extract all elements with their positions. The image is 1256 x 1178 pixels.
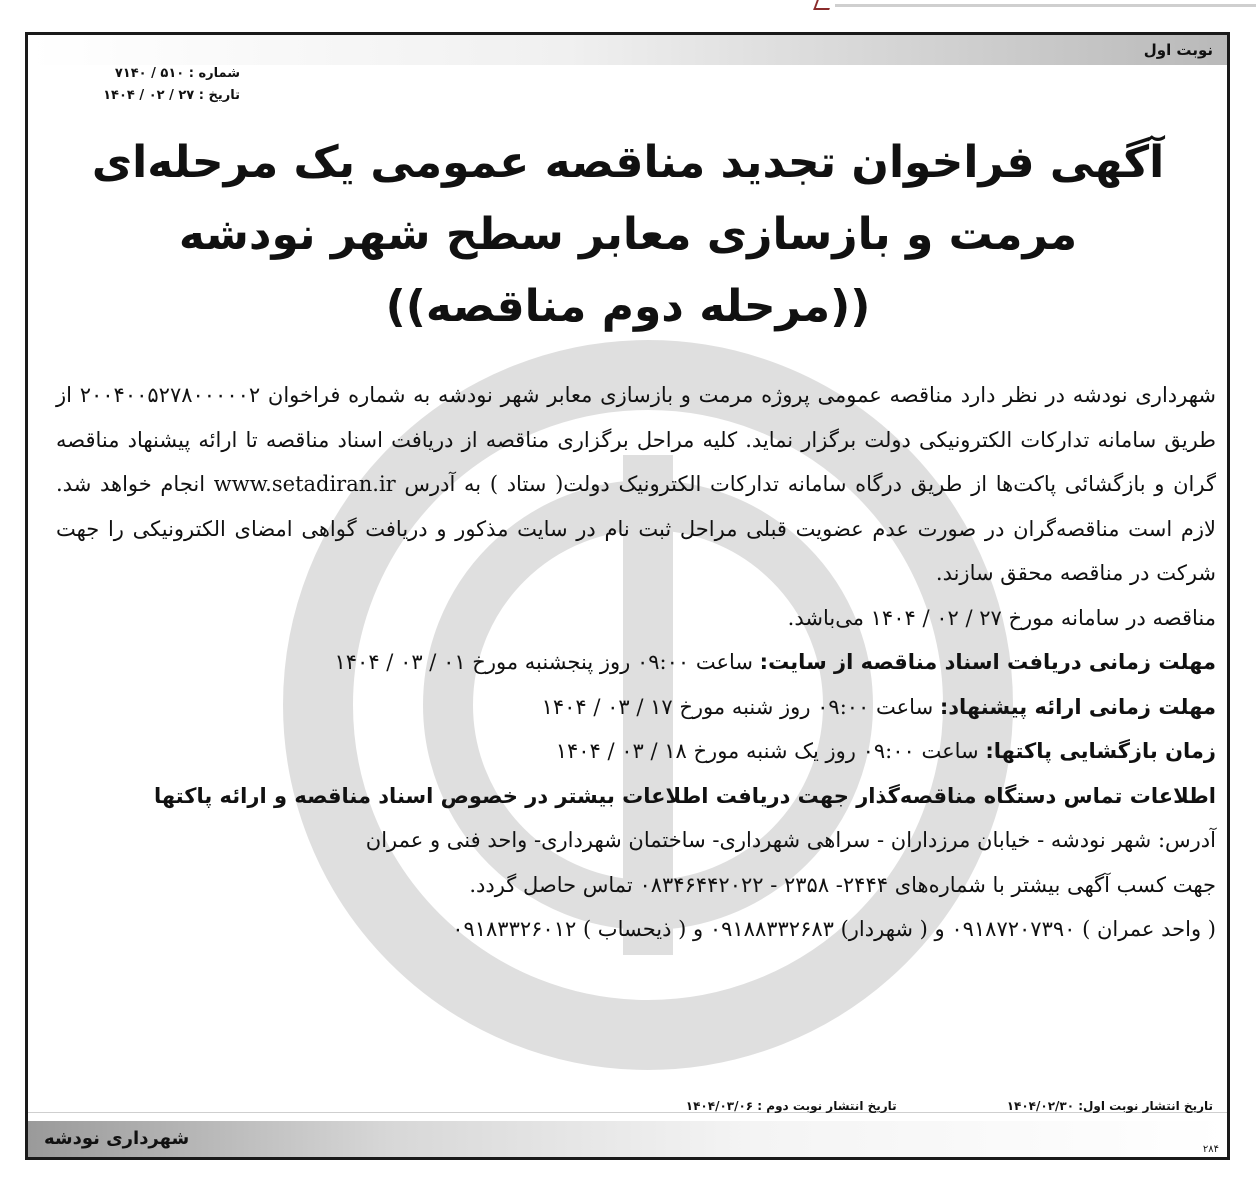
top-divider (835, 4, 1256, 7)
title-line-3: ((مرحله دوم مناقصه)) (385, 281, 871, 332)
paragraph-main (56, 373, 1216, 596)
paragraph-main-part1: شهرداری نودشه در نظر دارد مناقصه عمومی پروژه مرمت و بازسازی معابر شهر نودشه به شماره فراخوان ۲۰۰۴۰۰۵۲۷۸۰۰۰۰۰۲ از طریق سامانه تدارکات الکترونیکی دولت برگزار نماید. کلیه مراحل برگزاری مناقصه از دریافت اسناد مناقصه تا ارائه پیشنهاد مناقصه گران و بازگشائی پاکت‌ها از طریق درگاه سامانه تدارکات الکترونیک دولت( ستاد ) به آدرس (56, 383, 1216, 496)
opening-label: زمان بازگشایی پاکتها: (985, 739, 1216, 763)
notice-title (48, 127, 1208, 343)
notice-date: تاریخ : ۲۷ / ۰۲ / ۱۴۰۴ (103, 88, 240, 103)
notice-meta (50, 63, 240, 107)
first-publish-date: تاریخ انتشار نوبت اول: ۱۴۰۴/۰۲/۳۰ (1006, 1099, 1213, 1113)
notice-body (56, 373, 1216, 952)
footer-band (28, 1121, 1227, 1157)
top-strip (0, 0, 1256, 20)
contact-heading-text: اطلاعات تماس دستگاه مناقصه‌گذار جهت دریافت اطلاعات بیشتر در خصوص اسناد مناقصه و ارائه پاکتها (153, 783, 1216, 808)
deadline-docs (56, 640, 1216, 685)
contact-heading (56, 774, 1216, 819)
deadline-offer (56, 685, 1216, 730)
notice-number: شماره : ۵۱۰ / ۷۱۴۰ (114, 66, 240, 81)
contact-address: آدرس: شهر نودشه - خیابان مرزداران - سراهی شهرداری- ساختمان شهرداری- واحد فنی و عمران (365, 828, 1216, 852)
deadline-docs-label: مهلت زمانی دریافت اسناد مناقصه از سایت: (759, 650, 1216, 674)
contact-mobiles: ( واحد عمران ) ۰۹۱۸۷۲۰۷۳۹۰ و ( شهردار) ۰۹۱۸۸۳۳۲۶۸۳ و ( ذیحساب ) ۰۹۱۸۳۳۲۶۰۱۲ (452, 917, 1216, 941)
notice-frame (25, 32, 1230, 1160)
contact-phones: جهت کسب آگهی بیشتر با شماره‌های ۲۴۴۴- ۲۳۵۸ - ۰۸۳۴۶۴۴۲۰۲۲ تماس حاصل گردد. (469, 872, 1216, 897)
title-line-2: مرمت و بازسازی معابر سطح شهر نودشه (178, 209, 1078, 260)
publish-dates (43, 1099, 1213, 1113)
second-publish-date: تاریخ انتشار نوبت دوم : ۱۴۰۴/۰۳/۰۶ (685, 1099, 897, 1113)
deadline-offer-value: ساعت ۰۹:۰۰ روز شنبه مورخ ۱۷ / ۰۳ / ۱۴۰۴ (541, 694, 934, 719)
paragraph-main-part2: انجام خواهد شد. لازم است مناقصه‌گران در صورت عدم عضویت قبلی مراحل ثبت نام در سایت مذکور و دریافت گواهی امضای الکترونیکی را جهت شرکت در مناقصه محقق سازند. (56, 472, 1216, 585)
deadline-offer-label: مهلت زمانی ارائه پیشنهاد: (939, 694, 1216, 719)
website-link[interactable]: www.setadiran.ir (213, 472, 396, 496)
opening-time (56, 729, 1216, 774)
municipality-name: شهرداری نودشه (44, 1128, 190, 1149)
opening-value: ساعت ۰۹:۰۰ روز یک شنبه مورخ ۱۸ / ۰۳ / ۱۴۰۴ (555, 739, 979, 763)
page-code: ۲۸۴ (1202, 1144, 1219, 1155)
header-band (28, 35, 1227, 65)
paragraph-date: مناقصه در سامانه مورخ ۲۷ / ۰۲ / ۱۴۰۴ می‌باشد. (787, 605, 1216, 630)
title-line-1: آگهی فراخوان تجدید مناقصه عمومی یک مرحله‌ای (91, 137, 1165, 188)
corner-mark-icon (813, 0, 833, 10)
turn-label: نوبت اول (1143, 41, 1213, 59)
deadline-docs-value: ساعت ۰۹:۰۰ روز پنجشنبه مورخ ۰۱ / ۰۳ / ۱۴۰۴ (334, 650, 753, 674)
